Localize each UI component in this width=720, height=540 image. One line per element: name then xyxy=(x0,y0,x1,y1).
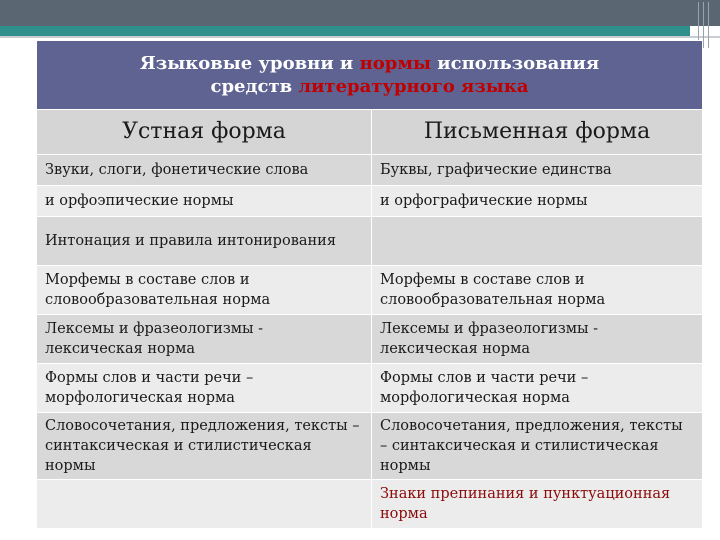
table-row xyxy=(37,155,703,186)
column-header-oral: Устная форма xyxy=(37,110,372,155)
cell-written: Морфемы в составе слов и словообразовательная норма xyxy=(372,266,703,315)
table-title xyxy=(37,41,703,110)
table-row xyxy=(37,480,703,529)
cell-written: и орфографические нормы xyxy=(372,186,703,217)
cell-oral: Формы слов и части речи – морфологическая норма xyxy=(37,364,372,413)
column-header-written: Письменная форма xyxy=(372,110,703,155)
slide-divider-line xyxy=(0,36,720,38)
table-row xyxy=(37,364,703,413)
header-row xyxy=(37,110,703,155)
cell-oral: Интонация и правила интонирования xyxy=(37,217,372,266)
title-row xyxy=(37,41,703,110)
cell-oral: Морфемы в составе слов и словообразовательная норма xyxy=(37,266,372,315)
table-row xyxy=(37,315,703,364)
title-text: средств xyxy=(210,76,299,97)
cell-written: Лексемы и фразеологизмы - лексическая норма xyxy=(372,315,703,364)
title-text: Языковые уровни и xyxy=(139,53,360,74)
cell-oral: Лексемы и фразеологизмы - лексическая норма xyxy=(37,315,372,364)
norms-table xyxy=(36,40,703,529)
title-text: использования xyxy=(431,53,600,74)
title-highlight: литературного языка xyxy=(298,76,529,97)
cell-oral: Словосочетания, предложения, тексты – синтаксическая и стилистическая нормы xyxy=(37,413,372,480)
table-row xyxy=(37,217,703,266)
cell-written xyxy=(372,217,703,266)
title-highlight: нормы xyxy=(359,53,432,74)
cell-oral xyxy=(37,480,372,529)
cell-oral: и орфоэпические нормы xyxy=(37,186,372,217)
table-row xyxy=(37,413,703,480)
table-row xyxy=(37,186,703,217)
cell-oral: Звуки, слоги, фонетические слова xyxy=(37,155,372,186)
slide-top-bar xyxy=(0,0,720,26)
cell-written: Формы слов и части речи – морфологическая норма xyxy=(372,364,703,413)
cell-written: Словосочетания, предложения, тексты – синтаксическая и стилистическая нормы xyxy=(372,413,703,480)
table-row xyxy=(37,266,703,315)
cell-written: Буквы, графические единства xyxy=(372,155,703,186)
slide-accent-bar xyxy=(0,26,690,36)
cell-written: Знаки препинания и пунктуационная норма xyxy=(372,480,703,529)
